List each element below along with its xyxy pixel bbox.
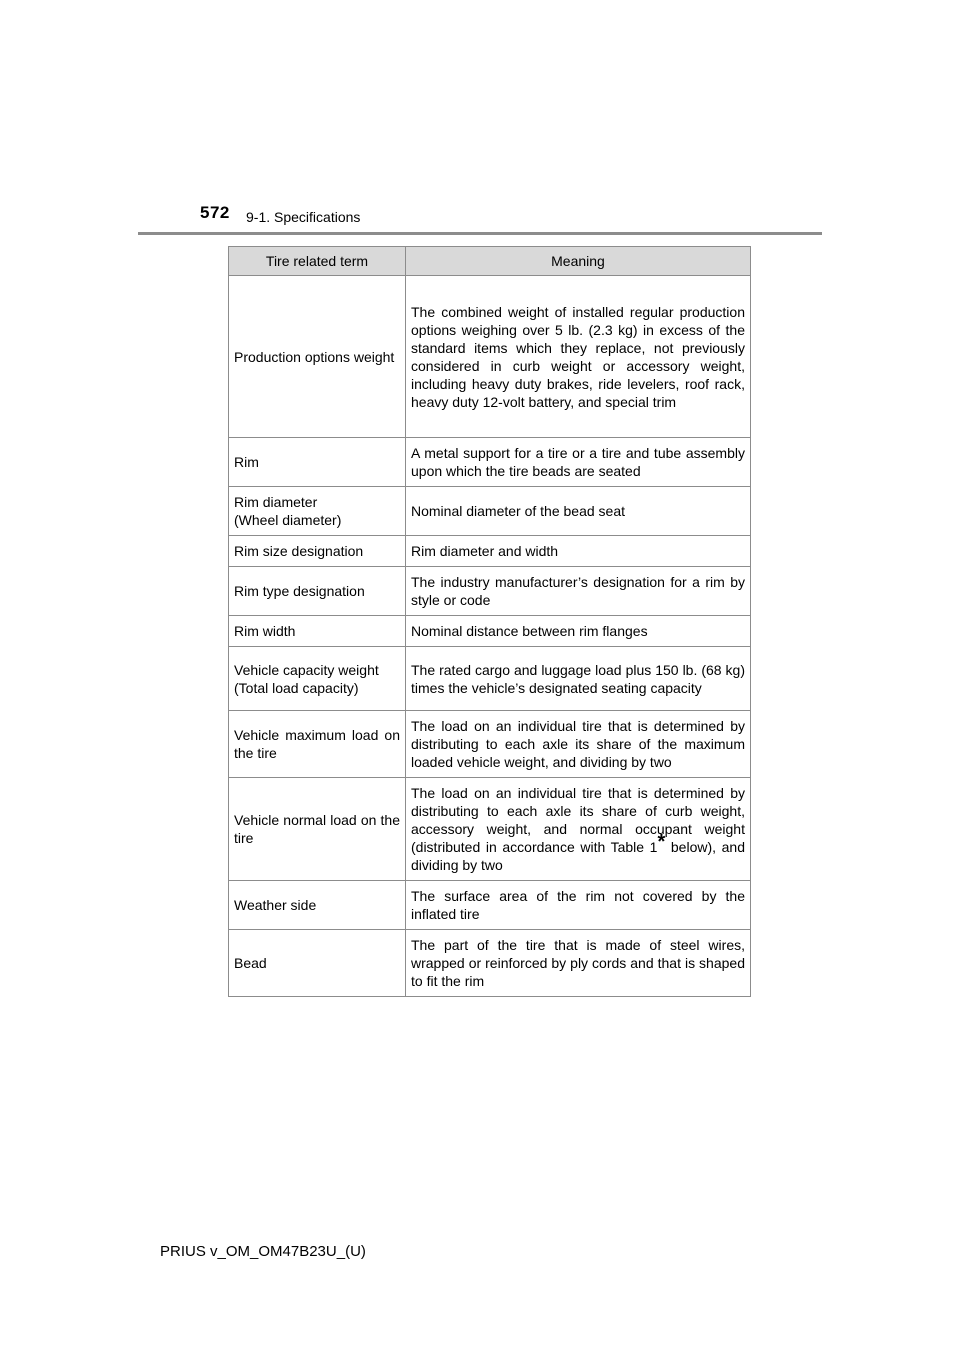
table-row — [229, 711, 751, 778]
meaning-cell: The part of the tire that is made of steel wires, wrapped or reinforced by ply cords and that is shaped to fit the rim — [406, 930, 751, 997]
tire-terms-table — [228, 246, 751, 997]
meaning-cell: Nominal distance between rim flanges — [406, 616, 751, 647]
term-cell: Rim diameter (Wheel diameter) — [229, 487, 406, 536]
meaning-cell — [406, 778, 751, 881]
table-row — [229, 930, 751, 997]
term-cell: Weather side — [229, 881, 406, 930]
meaning-text: The load on an individual tire that is determined by distributing to each axle its share of curb weight, accessory weight, and normal occupant weight (distributed in accordance with Table 1 — [411, 785, 745, 855]
table-row — [229, 567, 751, 616]
term-cell: Rim size designation — [229, 536, 406, 567]
table-row — [229, 438, 751, 487]
document-id-footer: PRIUS v_OM_OM47B23U_(U) — [160, 1243, 366, 1260]
table-row — [229, 616, 751, 647]
table-row — [229, 487, 751, 536]
meaning-cell: Rim diameter and width — [406, 536, 751, 567]
term-cell: Bead — [229, 930, 406, 997]
table-row — [229, 276, 751, 438]
term-cell: Vehicle capacity weight (Total load capacity) — [229, 647, 406, 711]
meaning-cell: The rated cargo and luggage load plus 150 lb. (68 kg) times the vehicle’s designated seating capacity — [406, 647, 751, 711]
column-header-term: Tire related term — [229, 247, 406, 276]
column-header-meaning: Meaning — [406, 247, 751, 276]
term-cell: Rim width — [229, 616, 406, 647]
meaning-text-continued: below), and dividing by two — [411, 839, 745, 873]
term-cell: Vehicle maximum load on the tire — [229, 711, 406, 778]
section-title: 9-1. Specifications — [246, 209, 361, 225]
meaning-cell: The load on an individual tire that is determined by distributing to each axle its share of the maximum loaded vehicle weight, and dividing by two — [406, 711, 751, 778]
meaning-cell: The industry manufacturer’s designation for a rim by style or code — [406, 567, 751, 616]
header-divider — [138, 232, 822, 235]
meaning-cell: The combined weight of installed regular production options weighing over 5 lb. (2.3 kg) in excess of the standard items which they replace, not previously considered in curb weight or accessory weight, including heavy duty brakes, ride levelers, roof rack, heavy duty 12-volt battery, and special trim — [406, 276, 751, 438]
table-row — [229, 881, 751, 930]
term-cell: Rim type designation — [229, 567, 406, 616]
table-header-row — [229, 247, 751, 276]
meaning-cell: A metal support for a tire or a tire and tube assembly upon which the tire beads are seated — [406, 438, 751, 487]
table-row — [229, 536, 751, 567]
table-row — [229, 647, 751, 711]
table-row — [229, 778, 751, 881]
footnote-asterisk: * — [657, 831, 666, 853]
term-cell: Rim — [229, 438, 406, 487]
page-number: 572 — [200, 203, 230, 222]
meaning-cell: The surface area of the rim not covered by the inflated tire — [406, 881, 751, 930]
term-cell: Vehicle normal load on the tire — [229, 778, 406, 881]
meaning-cell: Nominal diameter of the bead seat — [406, 487, 751, 536]
term-cell: Production options weight — [229, 276, 406, 438]
